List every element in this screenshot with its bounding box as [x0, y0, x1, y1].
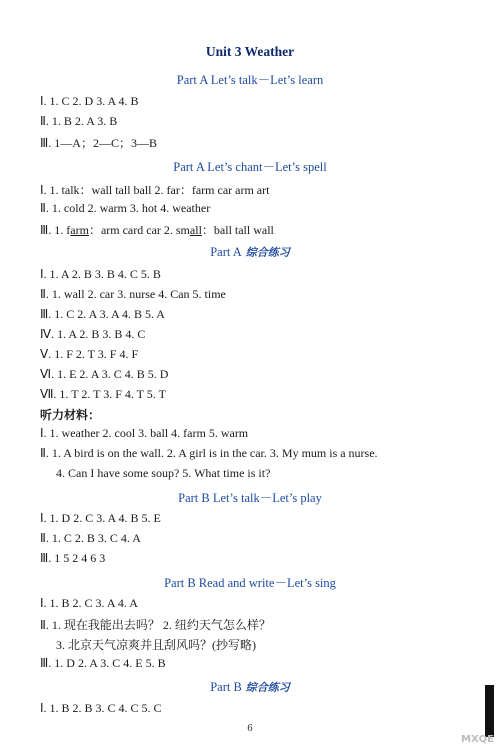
- page-edge-mark: [485, 685, 494, 737]
- answer-line: Ⅲ. 1—A；2—C；3—B: [40, 136, 157, 150]
- section-heading-part-b-practice: [0, 679, 500, 695]
- section-heading-part-a-practice: [0, 244, 500, 260]
- section-heading-chinese: 综合练习: [245, 682, 290, 694]
- answer-line: Ⅰ. 1. talk：wall tall ball 2. far：farm car arm art: [40, 183, 270, 197]
- answer-line: Ⅰ. 1. weather 2. cool 3. ball 4. farm 5. warm: [40, 426, 249, 440]
- answer-text: ：arm card car 2. sm: [88, 223, 190, 237]
- watermark-logo: MXQE: [461, 734, 494, 745]
- section-heading-chinese: 综合练习: [245, 247, 290, 259]
- answer-line: Ⅶ. 1. T 2. T 3. F 4. T 5. T: [40, 387, 166, 401]
- answer-line: Ⅱ. 1. wall 2. car 3. nurse 4. Can 5. time: [40, 287, 226, 301]
- answer-text: Ⅲ. 1. f: [40, 223, 71, 237]
- underlined-letters: arm: [70, 223, 89, 237]
- unit-title: Unit 3 Weather: [205, 44, 295, 59]
- answer-line: Ⅴ. 1. F 2. T 3. F 4. F: [40, 347, 139, 361]
- answer-line: Ⅲ. 1. C 2. A 3. A 4. B 5. A: [40, 307, 165, 321]
- answer-line: Ⅰ. 1. B 2. C 3. A 4. A: [40, 596, 138, 610]
- section-heading-chant-spell: Part A Let’s chant－Let’s spell: [173, 160, 327, 174]
- answer-line: Ⅱ. 1. 现在我能出去吗？ 2. 纽约天气怎么样？: [40, 618, 271, 632]
- answer-line: Ⅰ. 1. B 2. B 3. C 4. C 5. C: [40, 701, 162, 715]
- answer-line: Ⅱ. 1. cold 2. warm 3. hot 4. weather: [40, 201, 211, 215]
- answer-line: Ⅰ. 1. C 2. D 3. A 4. B: [40, 94, 139, 108]
- answer-line: Ⅳ. 1. A 2. B 3. B 4. C: [40, 327, 146, 341]
- section-heading-read-write: Part B Read and write－Let’s sing: [164, 576, 336, 590]
- underlined-letters: all: [189, 223, 202, 237]
- section-heading-text: Part B: [210, 680, 242, 694]
- answer-line-spelling: [40, 221, 274, 238]
- answer-line: Ⅰ. 1. D 2. C 3. A 4. B 5. E: [40, 511, 161, 525]
- answer-line: Ⅱ. 1. C 2. B 3. C 4. A: [40, 531, 141, 545]
- answer-line: Ⅱ. 1. A bird is on the wall. 2. A girl is in the car. 3. My mum is a nurse.: [40, 446, 378, 460]
- answer-line: Ⅵ. 1. E 2. A 3. C 4. B 5. D: [40, 367, 169, 381]
- answer-line: 3. 北京天气凉爽并且刮风吗？(抄写略): [56, 638, 256, 652]
- answer-line: 4. Can I have some soup? 5. What time is it?: [56, 466, 271, 480]
- answer-line: Ⅱ. 1. B 2. A 3. B: [40, 114, 118, 128]
- answer-text: ：ball tall wall: [201, 223, 274, 237]
- section-heading-talk-play: Part B Let’s talk－Let’s play: [178, 491, 322, 505]
- answer-line: Ⅲ. 1 5 2 4 6 3: [40, 551, 106, 565]
- answer-line: Ⅲ. 1. D 2. A 3. C 4. E 5. B: [40, 656, 166, 670]
- section-heading-text: Part A: [210, 245, 242, 259]
- answer-line: Ⅰ. 1. A 2. B 3. B 4. C 5. B: [40, 267, 161, 281]
- page-number: 6: [247, 724, 253, 734]
- section-heading-talk-learn: Part A Let’s talk－Let’s learn: [176, 73, 324, 87]
- listening-material-label: 听力材料：: [40, 408, 101, 422]
